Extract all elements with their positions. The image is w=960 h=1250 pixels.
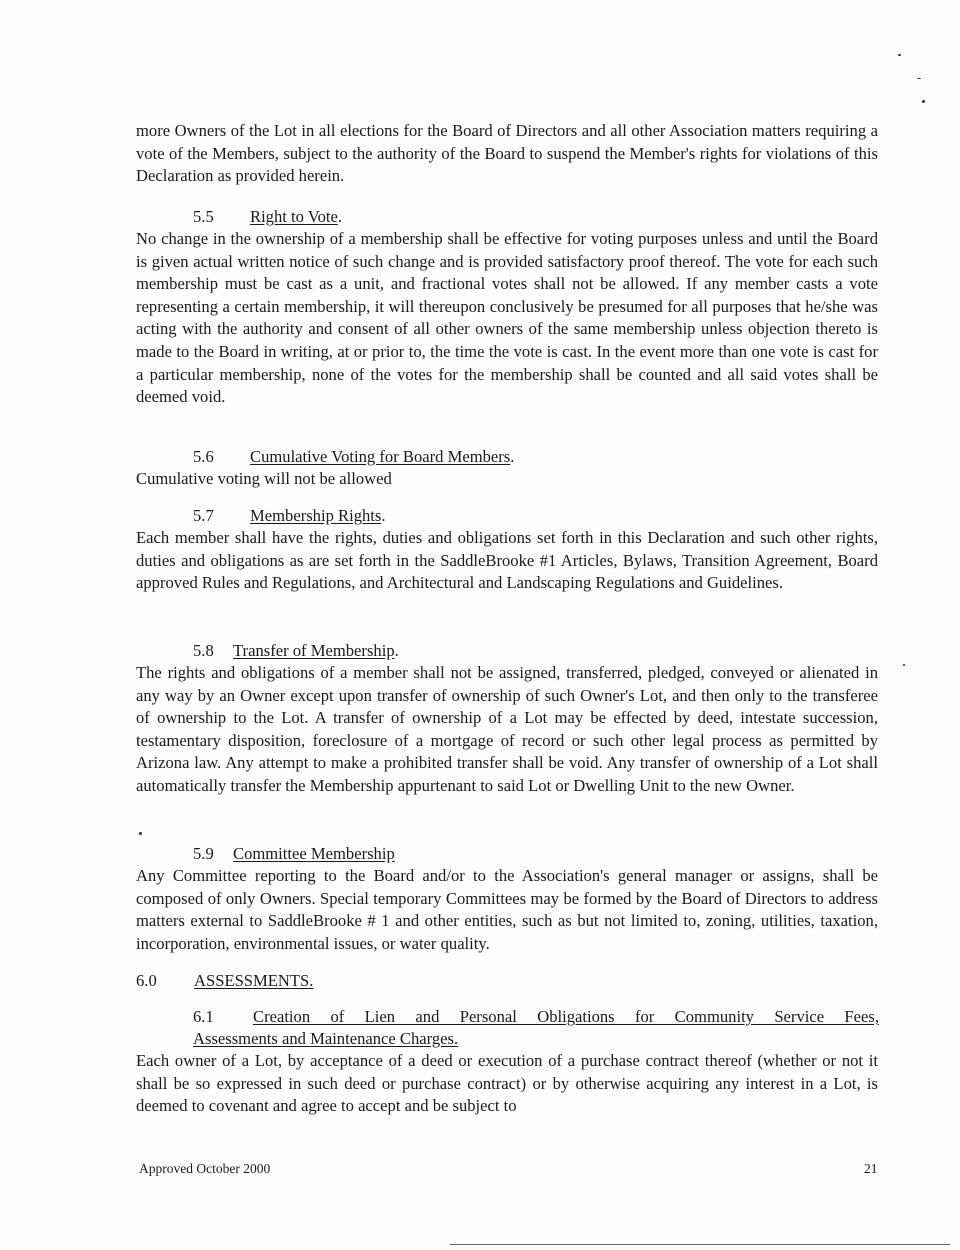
footer-approved: Approved October 2000 [139,1161,271,1176]
section-title: ASSESSMENTS. [194,971,314,990]
section-number: 5.9 [193,844,214,863]
section-5-7-heading [193,505,386,527]
section-number: 5.7 [193,506,214,525]
section-title: Right to Vote [250,207,338,226]
section-number: 5.5 [193,207,214,226]
scan-speck [139,832,142,835]
section-5-5-body: No change in the ownership of a membership shall be effective for voting purposes unless and until the Board is given actual written notice of such change and is provided satisfactory proof thereof. The vote for each such membership must be cast as a unit, and fractional votes shall not be allowed. If any member casts a vote representing a certain membership, it will thereupon conclusively be presumed for all purposes that he/she was acting with the authority and consent of all other owners of the same membership unless objection thereto is made to the Board in writing, at or prior to, the time the vote is cast. In the event more than one vote is cast for a particular membership, none of the votes for the membership shall be counted and all said votes shall be deemed void. [136,229,878,407]
section-punct: . [510,447,515,466]
section-6-0-heading [136,970,313,992]
section-number: 5.6 [193,447,214,466]
scan-speck [917,78,921,79]
intro-paragraph: more Owners of the Lot in all elections for the Board of Directors and all other Association matters requiring a vote of the Members, subject to the authority of the Board to suspend the Member's rights for violations of this Declaration as provided herein. [136,121,878,186]
section-5-6-heading [193,446,514,468]
scan-edge-line [450,1244,950,1245]
section-number: 6.0 [136,971,157,990]
section-5-7-body: Each member shall have the rights, duties and obligations set forth in this Declaration and such other rights, duties and obligations as are set forth in the SaddleBrooke #1 Articles, Bylaws, Transition Agreement, Board approved Rules and Regulations, and Architectural and Landscaping Regulations and Guidelines. [136,528,878,593]
section-5-8-body: The rights and obligations of a member shall not be assigned, transferred, pledged, conveyed or alienated in any way by an Owner except upon transfer of ownership of such Owner's Lot, and then only to the transferee of ownership to the Lot. A transfer of ownership of a Lot may be effected by deed, intestate succession, testamentary disposition, foreclosure of a mortgage of record or such other legal process as permitted by Arizona law. Any attempt to make a prohibited transfer shall be void. Any transfer of ownership of a Lot shall automatically transfer the Membership appurtenant to said Lot or Dwelling Unit to the new Owner. [136,663,878,795]
section-title-line1: Creation of Lien and Personal Obligations for Community Service Fees, [253,1007,879,1026]
section-punct: . [394,641,399,660]
section-6-1-body: Each owner of a Lot, by acceptance of a deed or execution of a purchase contract thereof (whether or not it shall be so expressed in such deed or purchase contract) or by otherwise acquiring any interest in a Lot, is deemed to covenant and agree to accept and be subject to [136,1051,878,1116]
section-number: 6.1 [193,1007,214,1026]
section-5-9-heading [193,843,395,865]
scan-speck [922,100,925,103]
section-6-1-heading [193,1006,879,1050]
section-5-9-body: Any Committee reporting to the Board and/or to the Association's general manager or assigns, shall be composed of only Owners. Special temporary Committees may be formed by the Board of Directors to address matters external to SaddleBrooke # 1 and other entities, such as but not limited to, zoning, utilities, taxation, incorporation, environmental issues, or water quality. [136,866,878,953]
scan-speck [898,54,901,56]
section-title: Committee Membership [233,844,395,863]
section-title: Transfer of Membership [233,641,395,660]
section-title-line2: Assessments and Maintenance Charges. [193,1029,459,1048]
section-title: Membership Rights [250,506,382,525]
scan-speck [903,664,905,666]
section-5-8-heading [193,640,399,662]
section-number: 5.8 [193,641,214,660]
section-5-6-body: Cumulative voting will not be allowed [136,469,392,488]
section-punct: . [337,207,343,226]
section-punct: . [381,506,386,525]
page-number: 21 [864,1161,878,1176]
section-5-5-heading [193,206,342,228]
section-title: Cumulative Voting for Board Members [250,447,511,466]
